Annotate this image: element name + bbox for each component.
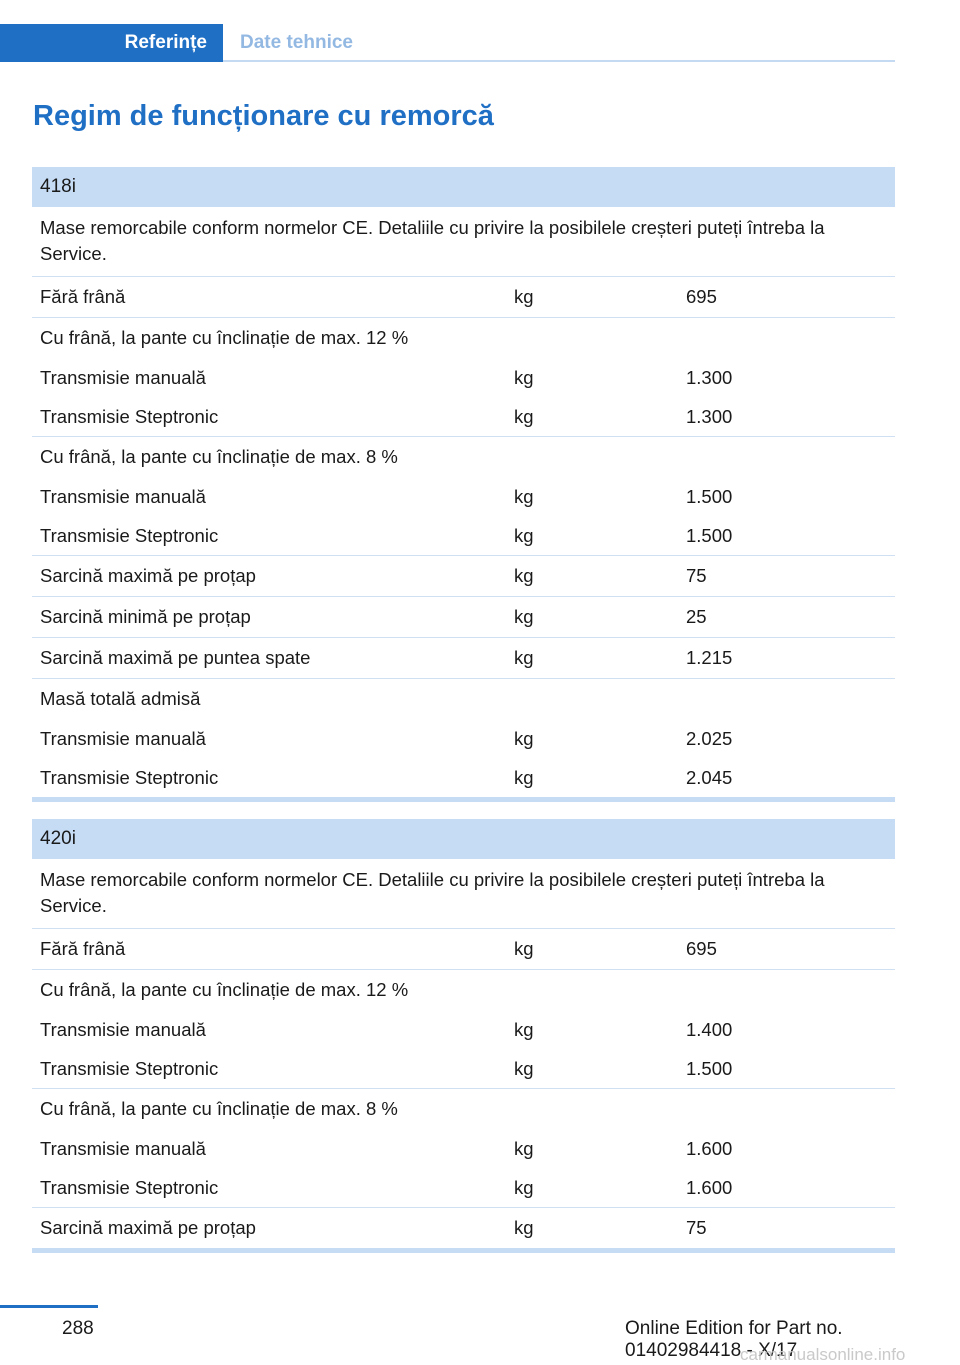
row-value: 75	[686, 1217, 707, 1238]
edition-note: Online Edition for Part no. 01402984418 - X/17	[625, 1318, 843, 1361]
row-unit: kg	[514, 1217, 534, 1238]
table-row-group-heading	[32, 437, 895, 477]
row-label: Cu frână, la pante cu înclinație de max. 8 %	[40, 446, 398, 467]
table-row	[32, 719, 895, 758]
table-row	[32, 929, 895, 970]
row-label: Transmisie manuală	[40, 366, 206, 388]
row-label: Cu frână, la pante cu înclinație de max. 12 %	[40, 979, 409, 1000]
row-label: Transmisie Steptronic	[40, 1176, 219, 1198]
footer-rule	[0, 1305, 98, 1308]
table-row	[32, 1010, 895, 1049]
table-row	[32, 477, 895, 516]
watermark: carmanualsonline.info	[740, 1345, 906, 1364]
row-unit: kg	[514, 366, 534, 388]
row-unit: kg	[514, 938, 534, 959]
table-row-group-heading	[32, 970, 895, 1010]
table-row-group-heading	[32, 679, 895, 719]
table-row	[32, 1208, 895, 1248]
table-row-group-heading	[32, 1089, 895, 1129]
table-row	[32, 358, 895, 397]
row-label: Cu frână, la pante cu înclinație de max. 8 %	[40, 1098, 398, 1119]
row-value: 2.025	[686, 727, 733, 749]
spec-table-420i	[32, 819, 895, 1253]
table-row	[32, 1168, 895, 1208]
page-title: Regim de funcționare cu remorcă	[33, 100, 494, 132]
row-label: Transmisie Steptronic	[40, 405, 219, 427]
row-unit: kg	[514, 565, 534, 586]
table-note: Mase remorcabile conform normelor CE. Detaliile cu privire la posibilele creșteri puteți întreba la Service.	[32, 207, 895, 277]
row-label: Transmisie manuală	[40, 1018, 206, 1040]
table-row	[32, 758, 895, 797]
table-row	[32, 1129, 895, 1168]
row-value: 2.045	[686, 766, 733, 788]
row-label: Sarcină maximă pe puntea spate	[40, 647, 311, 668]
tab-referinte[interactable]: Referințe	[0, 24, 223, 62]
row-unit: kg	[514, 1057, 534, 1079]
table-row	[32, 638, 895, 679]
table-header-model: 420i	[32, 819, 895, 859]
row-label: Transmisie Steptronic	[40, 524, 219, 546]
row-label: Sarcină minimă pe proțap	[40, 606, 251, 627]
table-row	[32, 397, 895, 437]
tab-date-tehnice[interactable]: Date tehnice	[240, 32, 353, 53]
row-value: 1.600	[686, 1137, 733, 1159]
row-unit: kg	[514, 1176, 534, 1198]
row-label: Transmisie manuală	[40, 485, 206, 507]
table-end-bar	[32, 797, 895, 802]
row-label: Fără frână	[40, 286, 126, 307]
row-unit: kg	[514, 485, 534, 507]
row-value: 1.300	[686, 405, 733, 427]
row-label: Cu frână, la pante cu înclinație de max. 12 %	[40, 327, 409, 348]
row-unit: kg	[514, 524, 534, 546]
table-row	[32, 597, 895, 638]
row-label: Transmisie Steptronic	[40, 766, 219, 788]
table-row	[32, 1049, 895, 1089]
row-unit: kg	[514, 405, 534, 427]
row-value: 1.500	[686, 524, 733, 546]
row-value: 1.300	[686, 366, 733, 388]
table-row	[32, 556, 895, 597]
row-value: 1.400	[686, 1018, 733, 1040]
table-row-group-heading	[32, 318, 895, 358]
spec-table-418i	[32, 167, 895, 802]
row-value: 1.500	[686, 485, 733, 507]
table-note: Mase remorcabile conform normelor CE. Detaliile cu privire la posibilele creșteri puteți întreba la Service.	[32, 859, 895, 929]
row-label: Transmisie Steptronic	[40, 1057, 219, 1079]
row-value: 1.600	[686, 1176, 733, 1198]
tab-divider	[223, 60, 895, 62]
row-label: Transmisie manuală	[40, 1137, 206, 1159]
table-header-model: 418i	[32, 167, 895, 207]
row-label: Fără frână	[40, 938, 126, 959]
table-end-bar	[32, 1248, 895, 1253]
row-unit: kg	[514, 647, 534, 668]
row-label: Sarcină maximă pe proțap	[40, 1217, 256, 1238]
row-value: 1.215	[686, 647, 733, 668]
tab-bar	[0, 24, 895, 62]
table-row	[32, 277, 895, 318]
row-value: 25	[686, 606, 707, 627]
row-value: 75	[686, 565, 707, 586]
table-row	[32, 516, 895, 556]
page-number: 288	[62, 1318, 94, 1339]
row-unit: kg	[514, 1137, 534, 1159]
row-label: Masă totală admisă	[40, 688, 201, 709]
row-value: 695	[686, 286, 717, 307]
row-unit: kg	[514, 606, 534, 627]
row-unit: kg	[514, 286, 534, 307]
row-unit: kg	[514, 727, 534, 749]
row-unit: kg	[514, 766, 534, 788]
row-value: 1.500	[686, 1057, 733, 1079]
row-value: 695	[686, 938, 717, 959]
row-label: Transmisie manuală	[40, 727, 206, 749]
row-label: Sarcină maximă pe proțap	[40, 565, 256, 586]
row-unit: kg	[514, 1018, 534, 1040]
